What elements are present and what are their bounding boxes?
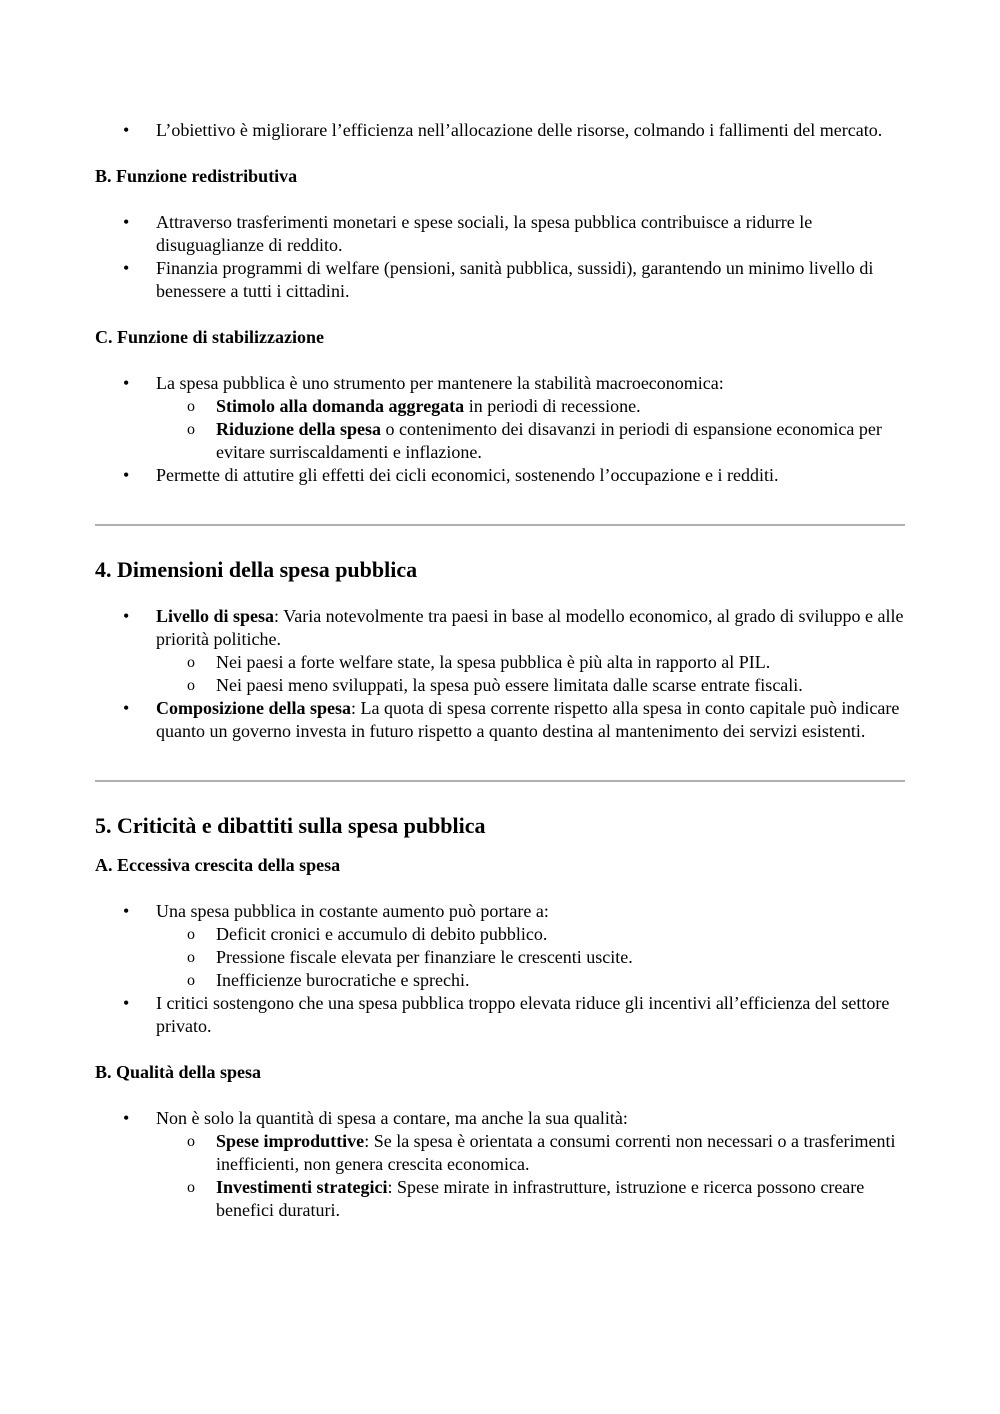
circle-bullet-icon: o <box>187 949 195 966</box>
sub-list-item <box>156 923 905 946</box>
circle-bullet-icon: o <box>187 421 195 438</box>
sub-list-item <box>156 946 905 969</box>
sub-list-item <box>156 1176 905 1222</box>
subsection-title-qualita: B. Qualità della spesa <box>95 1062 262 1082</box>
list-item-bold: Livello di spesa <box>156 606 275 626</box>
bullet-icon: • <box>123 373 130 393</box>
list-item-text: Non è solo la quantità di spesa a contare, ma anche la sua qualità: <box>156 1108 628 1128</box>
redistributiva-list <box>95 211 905 303</box>
sub-list-item <box>156 418 905 464</box>
bullet-icon: • <box>123 120 130 140</box>
circle-bullet-icon: o <box>187 398 195 415</box>
sub-item-bold: Investimenti strategici <box>216 1177 388 1197</box>
sub-item-text: in periodi di recessione. <box>464 396 641 416</box>
qualita-list <box>95 1107 905 1222</box>
circle-bullet-icon: o <box>187 1179 195 1196</box>
list-item-text: Finanzia programmi di welfare (pensioni, sanità pubblica, sussidi), garantendo un minimo livello di benessere a tutti i cittadini. <box>156 258 874 301</box>
sub-item-text: Nei paesi meno sviluppati, la spesa può essere limitata dalle scarse entrate fiscali. <box>216 675 803 695</box>
bullet-icon: • <box>123 698 130 718</box>
sub-list-item <box>156 1130 905 1176</box>
section-divider <box>95 524 905 526</box>
sub-list-item <box>156 674 905 697</box>
bullet-icon: • <box>123 1108 130 1128</box>
sub-item-text: : Spese mirate in infrastrutture, istruzione e ricerca possono creare benefici duraturi. <box>216 1177 865 1220</box>
section-title-criticita: 5. Criticità e dibattiti sulla spesa pubblica <box>95 813 486 838</box>
list-item <box>95 211 905 257</box>
stabilizzazione-list <box>95 372 905 487</box>
section-title-dimensioni: 4. Dimensioni della spesa pubblica <box>95 557 418 582</box>
list-item <box>95 257 905 303</box>
list-item <box>95 464 905 487</box>
list-item <box>95 992 905 1038</box>
sub-item-text: Pressione fiscale elevata per finanziare le crescenti uscite. <box>216 947 633 967</box>
list-item-text: : La quota di spesa corrente rispetto alla spesa in conto capitale può indicare quanto un governo investa in futuro rispetto a quanto destina al mantenimento dei servizi esistenti. <box>156 698 900 741</box>
sub-item-text: Inefficienze burocratiche e sprechi. <box>216 970 470 990</box>
bullet-icon: • <box>123 465 130 485</box>
list-item <box>95 697 905 743</box>
sub-list <box>156 395 905 464</box>
circle-bullet-icon: o <box>187 926 195 943</box>
list-item <box>95 372 905 464</box>
bullet-icon: • <box>123 901 130 921</box>
bullet-icon: • <box>123 606 130 626</box>
subsection-title-redistributiva: B. Funzione redistributiva <box>95 166 298 186</box>
sub-list-item <box>156 651 905 674</box>
section-divider <box>95 780 905 782</box>
list-item-text: I critici sostengono che una spesa pubblica troppo elevata riduce gli incentivi all’efficienza del settore privato. <box>156 993 890 1036</box>
intro-list <box>95 119 905 142</box>
dimensioni-list <box>95 605 905 743</box>
subsection-title-stabilizzazione: C. Funzione di stabilizzazione <box>95 327 324 347</box>
list-item-text: Attraverso trasferimenti monetari e spese sociali, la spesa pubblica contribuisce a ridurre le disuguaglianze di reddito. <box>156 212 813 255</box>
bullet-icon: • <box>123 993 130 1013</box>
list-item-text: : Varia notevolmente tra paesi in base al modello economico, al grado di sviluppo e alle priorità politiche. <box>156 606 904 649</box>
bullet-icon: • <box>123 258 130 278</box>
list-item-text: La spesa pubblica è uno strumento per mantenere la stabilità macroeconomica: <box>156 373 724 393</box>
list-item <box>95 119 905 142</box>
circle-bullet-icon: o <box>187 677 195 694</box>
sub-list-item <box>156 969 905 992</box>
circle-bullet-icon: o <box>187 972 195 989</box>
list-item-bold: Composizione della spesa <box>156 698 352 718</box>
sub-list <box>156 923 905 992</box>
sub-item-text: Deficit cronici e accumulo di debito pubblico. <box>216 924 548 944</box>
circle-bullet-icon: o <box>187 1133 195 1150</box>
circle-bullet-icon: o <box>187 654 195 671</box>
list-item <box>95 900 905 992</box>
list-item <box>95 1107 905 1222</box>
sub-item-text: o contenimento dei disavanzi in periodi di espansione economica per evitare surriscaldamenti e inflazione. <box>216 419 882 462</box>
crescita-list <box>95 900 905 1038</box>
sub-item-bold: Stimolo alla domanda aggregata <box>216 396 465 416</box>
sub-item-text: : Se la spesa è orientata a consumi correnti non necessari o a trasferimenti inefficienti, non genera crescita economica. <box>216 1131 896 1174</box>
bullet-icon: • <box>123 212 130 232</box>
sub-item-bold: Riduzione della spesa <box>216 419 382 439</box>
sub-list <box>156 1130 905 1222</box>
sub-item-text: Nei paesi a forte welfare state, la spesa pubblica è più alta in rapporto al PIL. <box>216 652 771 672</box>
list-item <box>95 605 905 697</box>
list-item-text: Permette di attutire gli effetti dei cicli economici, sostenendo l’occupazione e i redditi. <box>156 465 779 485</box>
document-page <box>95 119 905 1222</box>
subsection-title-crescita: A. Eccessiva crescita della spesa <box>95 855 341 875</box>
list-item-text: Una spesa pubblica in costante aumento può portare a: <box>156 901 549 921</box>
sub-item-bold: Spese improduttive <box>216 1131 365 1151</box>
sub-list-item <box>156 395 905 418</box>
list-item-text: L’obiettivo è migliorare l’efficienza nell’allocazione delle risorse, colmando i fallimenti del mercato. <box>156 120 883 140</box>
sub-list <box>156 651 905 697</box>
